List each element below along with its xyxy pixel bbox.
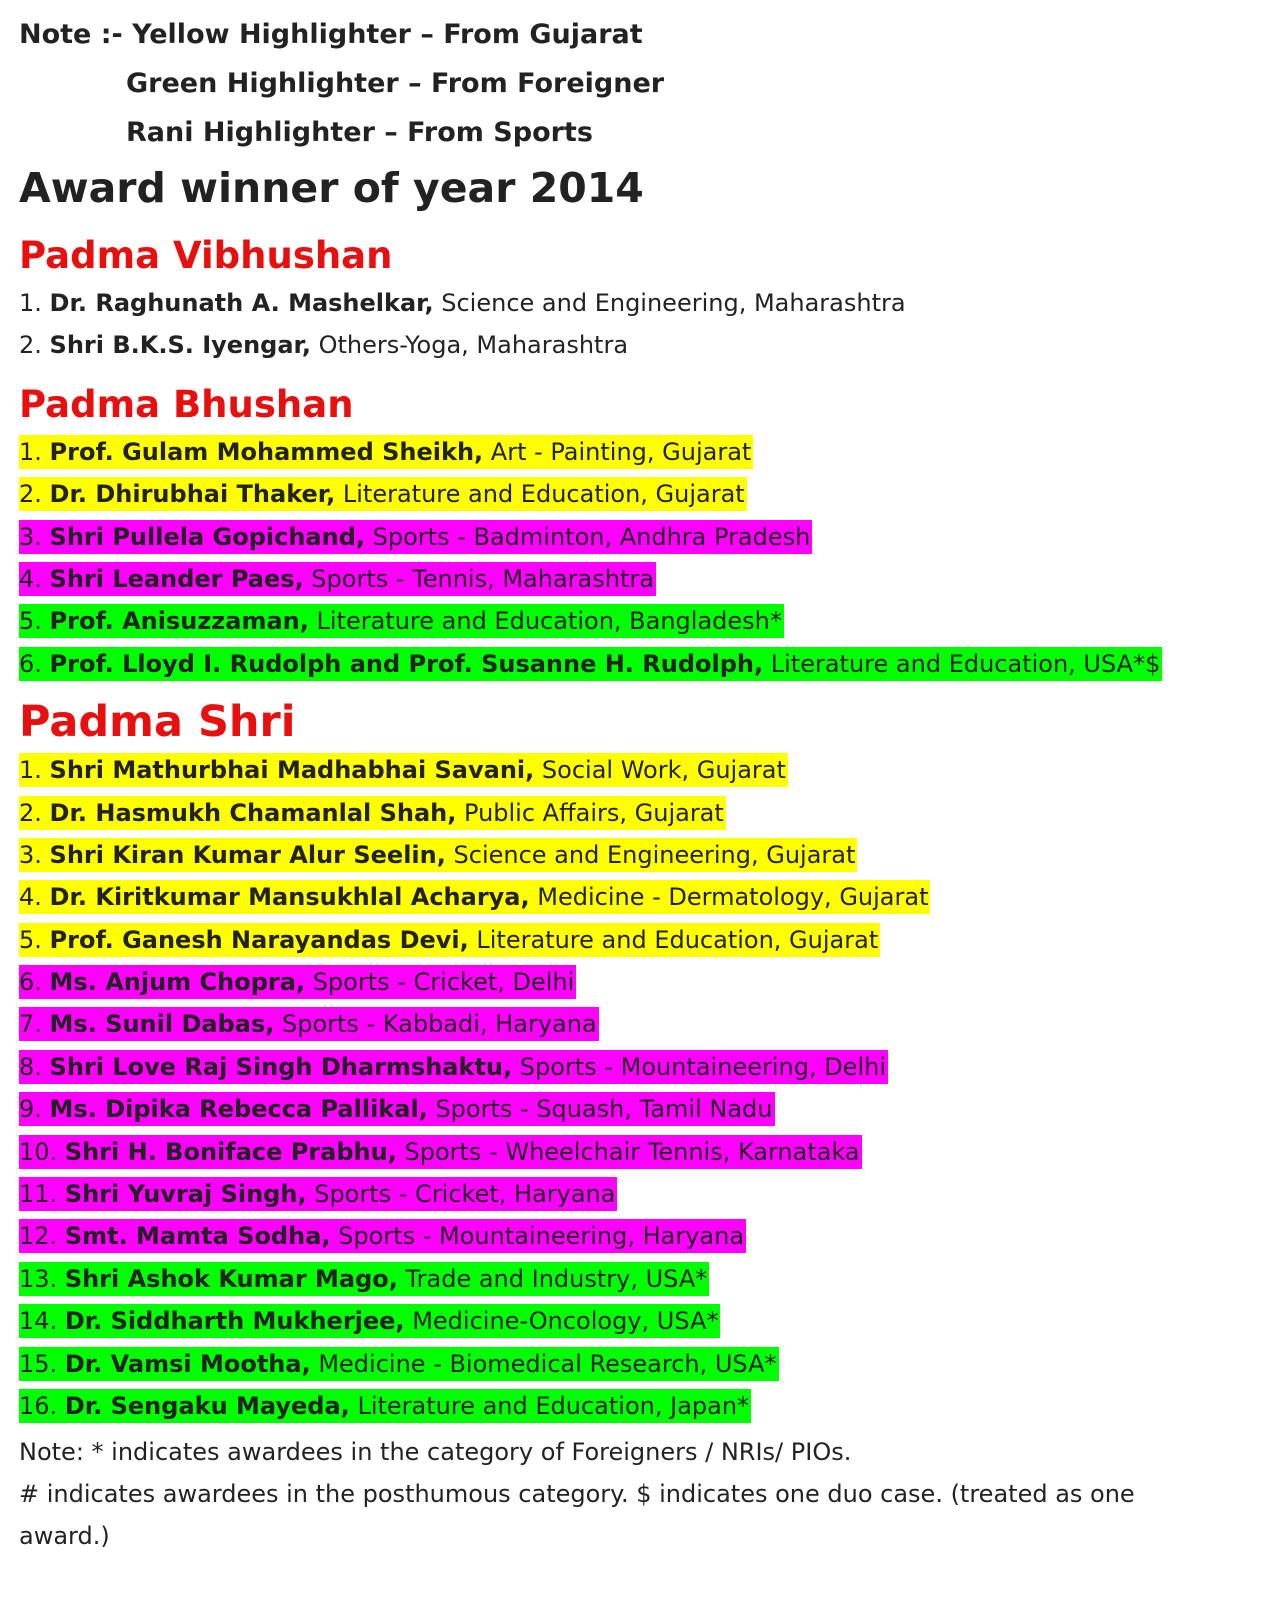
awardee-detail: Trade and Industry, USA* bbox=[405, 1264, 708, 1293]
awardee-detail: Sports - Squash, Tamil Nadu bbox=[435, 1095, 773, 1124]
list-item bbox=[19, 1262, 1249, 1304]
list-item bbox=[19, 1389, 1249, 1431]
entry-number: 12. bbox=[19, 1222, 58, 1251]
awardee-name: Shri Pullela Gopichand, bbox=[49, 522, 366, 551]
highlight-sports bbox=[19, 1177, 617, 1211]
highlight-foreign bbox=[19, 1262, 709, 1296]
entry-number: 1. bbox=[19, 756, 42, 785]
awardee-detail: Sports - Wheelchair Tennis, Karnataka bbox=[404, 1137, 860, 1166]
awardee-name: Ms. Dipika Rebecca Pallikal, bbox=[49, 1095, 428, 1124]
list-item bbox=[19, 1007, 1249, 1049]
awardee-detail: Sports - Mountaineering, Delhi bbox=[519, 1052, 886, 1081]
list-item bbox=[19, 880, 1249, 922]
awardee-detail: Medicine-Oncology, USA* bbox=[412, 1307, 719, 1336]
list-item bbox=[19, 647, 1249, 689]
highlight-sports bbox=[19, 965, 576, 999]
list-item bbox=[19, 1135, 1249, 1177]
highlight-gujarat bbox=[19, 923, 880, 957]
awardee-name: Shri Yuvraj Singh, bbox=[64, 1180, 307, 1209]
legend-gujarat: Note :- Yellow Highlighter – From Gujarat bbox=[19, 19, 643, 50]
awardee-detail: Science and Engineering, Maharashtra bbox=[441, 289, 906, 317]
entry-number: 3. bbox=[19, 522, 42, 551]
awardee-detail: Literature and Education, Bangladesh* bbox=[316, 607, 782, 636]
list-item bbox=[19, 1347, 1249, 1389]
list-item bbox=[19, 435, 1249, 477]
award-sections bbox=[19, 230, 1249, 1431]
entry-number: 1. bbox=[19, 289, 42, 317]
awardee-name: Shri H. Boniface Prabhu, bbox=[64, 1137, 397, 1166]
awardee-detail: Social Work, Gujarat bbox=[541, 756, 786, 785]
awardee-name: Shri Ashok Kumar Mago, bbox=[64, 1264, 398, 1293]
highlight-foreign bbox=[19, 1389, 751, 1423]
highlight-sports bbox=[19, 1092, 775, 1126]
entry-number: 6. bbox=[19, 968, 42, 997]
highlight-foreign bbox=[19, 1304, 720, 1338]
highlight-gujarat bbox=[19, 753, 788, 787]
awardee-name: Shri B.K.S. Iyengar, bbox=[49, 331, 311, 360]
footer-note-posthumous: # indicates awardees in the posthumous category. $ indicates one duo case. (treated as one award.) bbox=[19, 1480, 1135, 1551]
section-heading: Padma Shri bbox=[19, 697, 296, 748]
awardee-detail: Others-Yoga, Maharashtra bbox=[318, 331, 629, 360]
entry-number: 4. bbox=[19, 883, 42, 912]
awardee-name: Prof. Gulam Mohammed Sheikh, bbox=[49, 437, 484, 466]
awardee-name: Ms. Sunil Dabas, bbox=[49, 1010, 275, 1039]
list-item bbox=[19, 604, 1249, 646]
entry-number: 4. bbox=[19, 564, 42, 593]
awardee-detail: Medicine - Biomedical Research, USA* bbox=[318, 1349, 777, 1378]
document-page bbox=[19, 10, 1249, 1557]
highlight-gujarat bbox=[19, 880, 930, 914]
awardee-detail: Literature and Education, Gujarat bbox=[476, 925, 879, 954]
list-item bbox=[19, 1050, 1249, 1092]
awardee-name: Dr. Hasmukh Chamanlal Shah, bbox=[49, 798, 457, 827]
list-item bbox=[19, 1092, 1249, 1134]
list-item bbox=[19, 286, 1249, 328]
highlight-gujarat bbox=[19, 477, 747, 511]
entry-number: 2. bbox=[19, 331, 42, 360]
awardee-name: Ms. Anjum Chopra, bbox=[49, 968, 306, 997]
list-item bbox=[19, 1177, 1249, 1219]
awardee-detail: Sports - Badminton, Andhra Pradesh bbox=[372, 522, 811, 551]
list-item bbox=[19, 477, 1249, 519]
list-item bbox=[19, 923, 1249, 965]
entry-number: 8. bbox=[19, 1052, 42, 1081]
legend-foreigner: Green Highlighter – From Foreigner bbox=[126, 68, 665, 99]
awardee-detail: Literature and Education, Gujarat bbox=[342, 480, 745, 509]
list-item bbox=[19, 520, 1249, 562]
awardee-detail: Sports - Mountaineering, Haryana bbox=[338, 1222, 745, 1251]
entry-number: 16. bbox=[19, 1391, 58, 1420]
awardee-detail: Sports - Tennis, Maharashtra bbox=[311, 564, 654, 593]
entry-number: 7. bbox=[19, 1010, 42, 1039]
awardee-detail: Literature and Education, Japan* bbox=[357, 1391, 750, 1420]
awardee-detail: Sports - Cricket, Delhi bbox=[312, 968, 575, 997]
awardee-detail: Art - Painting, Gujarat bbox=[490, 437, 752, 466]
entry-number: 15. bbox=[19, 1349, 58, 1378]
list-item bbox=[19, 562, 1249, 604]
entry-number: 6. bbox=[19, 649, 42, 678]
entry-number: 13. bbox=[19, 1264, 58, 1293]
awardee-name: Shri Love Raj Singh Dharmshaktu, bbox=[49, 1052, 513, 1081]
awardee-name: Prof. Lloyd I. Rudolph and Prof. Susanne H. Rudolph, bbox=[49, 649, 764, 678]
highlight-none bbox=[19, 328, 630, 362]
highlight-none bbox=[19, 286, 908, 320]
highlight-gujarat bbox=[19, 796, 726, 830]
footer-note-foreigners: Note: * indicates awardees in the category of Foreigners / NRIs/ PIOs. bbox=[19, 1438, 852, 1467]
awardee-detail: Medicine - Dermatology, Gujarat bbox=[537, 883, 929, 912]
awardee-detail: Literature and Education, USA*$ bbox=[770, 649, 1161, 678]
list-item bbox=[19, 838, 1249, 880]
list-item bbox=[19, 796, 1249, 838]
highlight-foreign bbox=[19, 647, 1162, 681]
entry-number: 2. bbox=[19, 480, 42, 509]
section-heading: Padma Bhushan bbox=[19, 382, 354, 426]
awardee-name: Prof. Ganesh Narayandas Devi, bbox=[49, 925, 469, 954]
highlight-gujarat bbox=[19, 838, 857, 872]
awardee-name: Prof. Anisuzzaman, bbox=[49, 607, 309, 636]
awardee-detail: Sports - Cricket, Haryana bbox=[314, 1180, 616, 1209]
awardee-name: Dr. Dhirubhai Thaker, bbox=[49, 480, 336, 509]
entry-number: 1. bbox=[19, 437, 42, 466]
awardee-name: Dr. Vamsi Mootha, bbox=[64, 1349, 311, 1378]
awardee-name: Dr. Raghunath A. Mashelkar, bbox=[49, 289, 434, 317]
page-title: Award winner of year 2014 bbox=[19, 164, 644, 212]
list-item bbox=[19, 1219, 1249, 1261]
awardee-name: Smt. Mamta Sodha, bbox=[64, 1222, 331, 1251]
section-heading: Padma Vibhushan bbox=[19, 234, 393, 277]
awardee-detail: Sports - Kabbadi, Haryana bbox=[282, 1010, 597, 1039]
highlight-sports bbox=[19, 1219, 746, 1253]
list-item bbox=[19, 965, 1249, 1007]
awardee-name: Shri Leander Paes, bbox=[49, 564, 304, 593]
highlight-foreign bbox=[19, 604, 784, 638]
highlight-sports bbox=[19, 1050, 888, 1084]
entry-number: 10. bbox=[19, 1137, 58, 1166]
awardee-name: Dr. Kiritkumar Mansukhlal Acharya, bbox=[49, 883, 530, 912]
entry-number: 9. bbox=[19, 1095, 42, 1124]
awardee-name: Dr. Sengaku Mayeda, bbox=[64, 1391, 350, 1420]
awardee-name: Shri Mathurbhai Madhabhai Savani, bbox=[49, 756, 535, 785]
awardee-name: Dr. Siddharth Mukherjee, bbox=[64, 1307, 405, 1336]
highlight-sports bbox=[19, 1135, 862, 1169]
entry-number: 14. bbox=[19, 1307, 58, 1336]
highlight-sports bbox=[19, 520, 812, 554]
awardee-detail: Science and Engineering, Gujarat bbox=[453, 840, 856, 869]
legend-sports: Rani Highlighter – From Sports bbox=[126, 117, 593, 148]
highlight-sports bbox=[19, 562, 656, 596]
list-item bbox=[19, 753, 1249, 795]
highlight-foreign bbox=[19, 1347, 779, 1381]
entry-number: 2. bbox=[19, 798, 42, 827]
awardee-name: Shri Kiran Kumar Alur Seelin, bbox=[49, 840, 446, 869]
entry-number: 5. bbox=[19, 607, 42, 636]
list-item bbox=[19, 328, 1249, 370]
highlight-sports bbox=[19, 1007, 599, 1041]
entry-number: 3. bbox=[19, 840, 42, 869]
entry-number: 11. bbox=[19, 1180, 58, 1209]
entry-number: 5. bbox=[19, 925, 42, 954]
awardee-detail: Public Affairs, Gujarat bbox=[464, 798, 724, 827]
list-item bbox=[19, 1304, 1249, 1346]
highlight-gujarat bbox=[19, 435, 753, 469]
